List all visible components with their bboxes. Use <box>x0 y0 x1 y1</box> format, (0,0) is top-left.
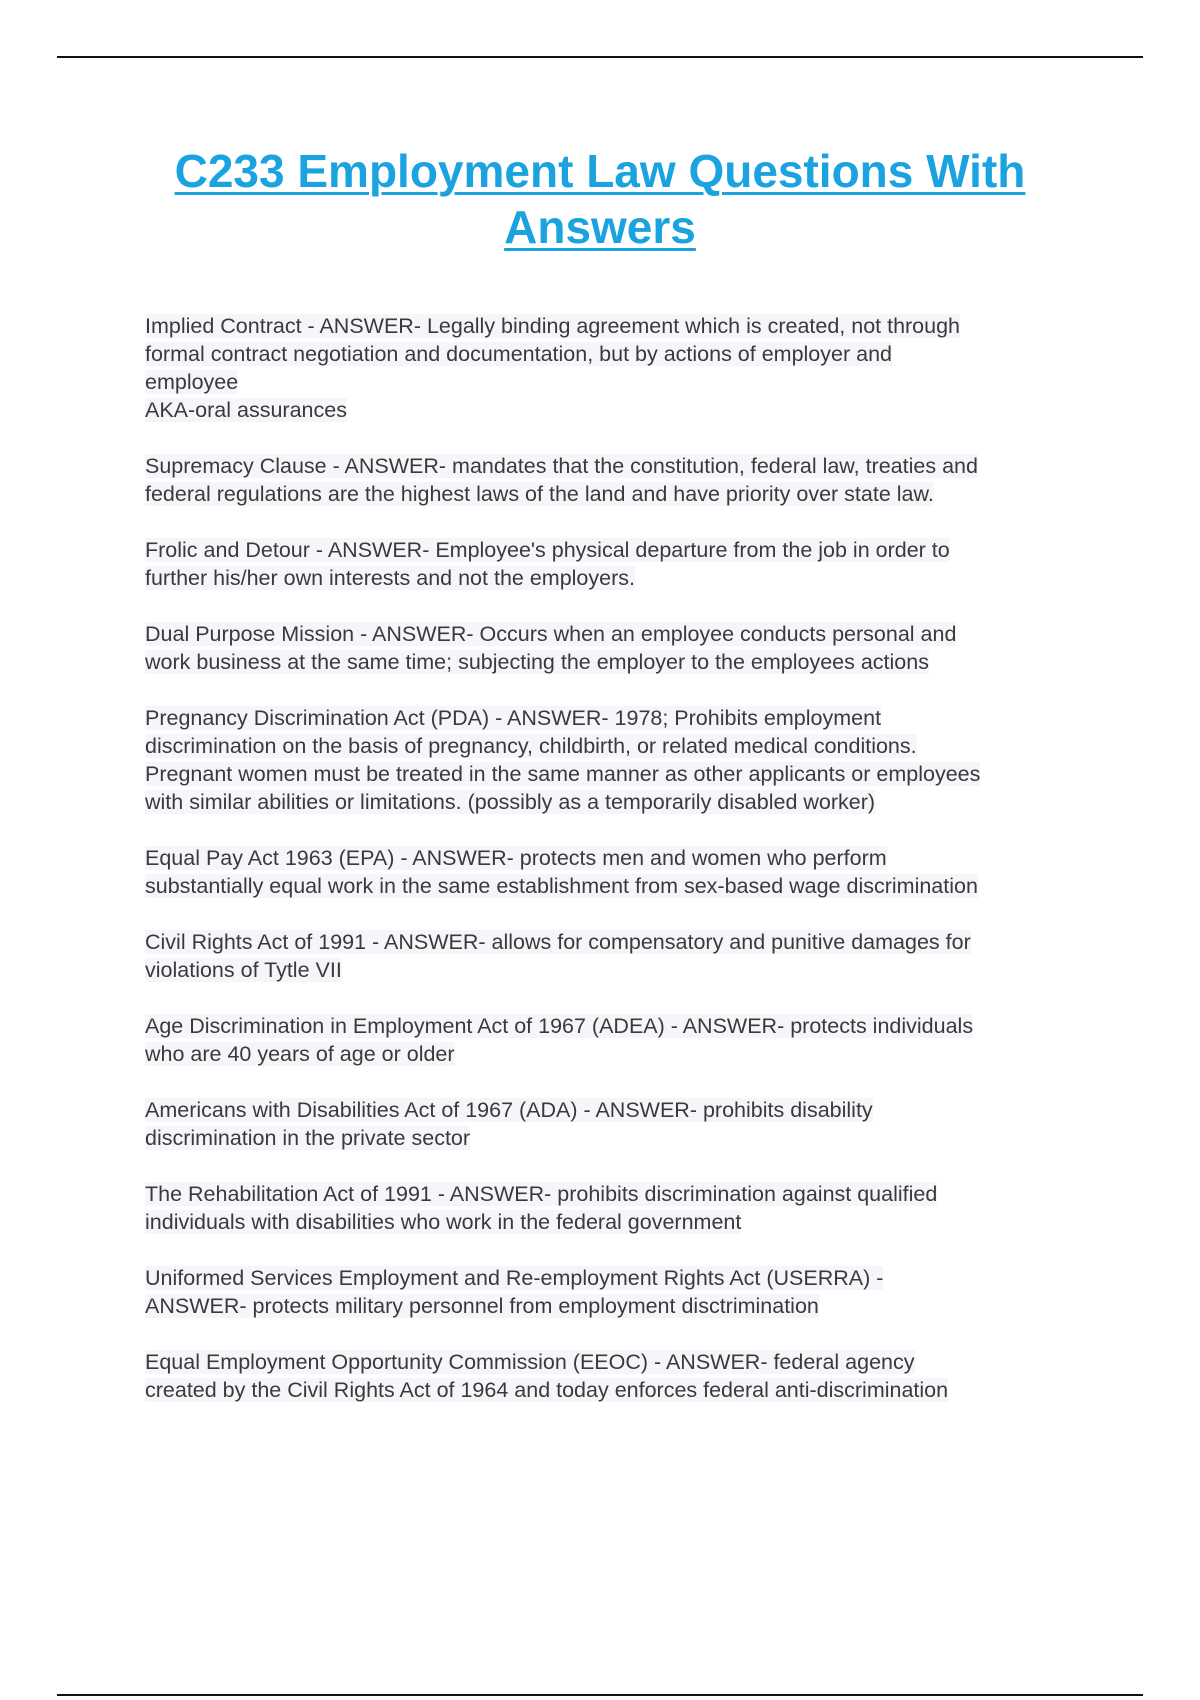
qa-item-eeoc <box>145 1348 1090 1404</box>
qa-list <box>145 312 1090 1432</box>
qa-item-civil-rights-1991 <box>145 928 1090 984</box>
qa-item-supremacy-clause <box>145 452 1090 508</box>
title-line-2: Answers <box>504 201 696 253</box>
qa-item-epa <box>145 844 1090 900</box>
qa-text: Supremacy Clause - ANSWER- mandates that the constitution, federal law, treaties and federal regulations are the highest laws of the land and have priority over state law. <box>145 454 978 506</box>
bottom-rule <box>57 1694 1143 1696</box>
qa-text: Equal Pay Act 1963 (EPA) - ANSWER- protects men and women who perform substantially equal work in the same establishment from sex-based wage discrimination <box>145 846 978 898</box>
qa-text: Equal Employment Opportunity Commission (EEOC) - ANSWER- federal agency created by the Civil Rights Act of 1964 and today enforces federal anti-discrimination <box>145 1350 949 1402</box>
qa-text: Uniformed Services Employment and Re-employment Rights Act (USERRA) - ANSWER- protects military personnel from employment disctrimination <box>145 1266 884 1318</box>
qa-item-frolic-and-detour <box>145 536 1090 592</box>
document-title[interactable] <box>120 143 1080 255</box>
qa-item-dual-purpose-mission <box>145 620 1090 676</box>
title-line-1: C233 Employment Law Questions With <box>174 145 1026 197</box>
qa-text: The Rehabilitation Act of 1991 - ANSWER- prohibits discrimination against qualified individuals with disabilities who work in the federal government <box>145 1182 938 1234</box>
qa-text: Age Discrimination in Employment Act of 1967 (ADEA) - ANSWER- protects individuals who are 40 years of age or older <box>145 1014 974 1066</box>
qa-text: Civil Rights Act of 1991 - ANSWER- allows for compensatory and punitive damages for violations of Tytle VII <box>145 930 971 982</box>
qa-item-rehabilitation-act <box>145 1180 1090 1236</box>
qa-text: Implied Contract - ANSWER- Legally binding agreement which is created, not through formal contract negotiation and documentation, but by actions of employer and employee AKA-oral assurances <box>145 314 961 422</box>
qa-item-pda <box>145 704 1090 816</box>
qa-text: Americans with Disabilities Act of 1967 (ADA) - ANSWER- prohibits disability discrimination in the private sector <box>145 1098 873 1150</box>
top-rule <box>57 56 1143 58</box>
qa-text: Pregnancy Discrimination Act (PDA) - ANSWER- 1978; Prohibits employment discrimination on the basis of pregnancy, childbirth, or related medical conditions. Pregnant women must be treated in the same manner as other applicants or employees with similar abilities or limitations. (possibly as a temporarily disabled worker) <box>145 706 981 814</box>
qa-item-userra <box>145 1264 1090 1320</box>
qa-item-adea <box>145 1012 1090 1068</box>
qa-text: Dual Purpose Mission - ANSWER- Occurs when an employee conducts personal and work business at the same time; subjecting the employer to the employees actions <box>145 622 957 674</box>
qa-item-implied-contract <box>145 312 1090 424</box>
qa-item-ada <box>145 1096 1090 1152</box>
qa-text: Frolic and Detour - ANSWER- Employee's physical departure from the job in order to further his/her own interests and not the employers. <box>145 538 950 590</box>
